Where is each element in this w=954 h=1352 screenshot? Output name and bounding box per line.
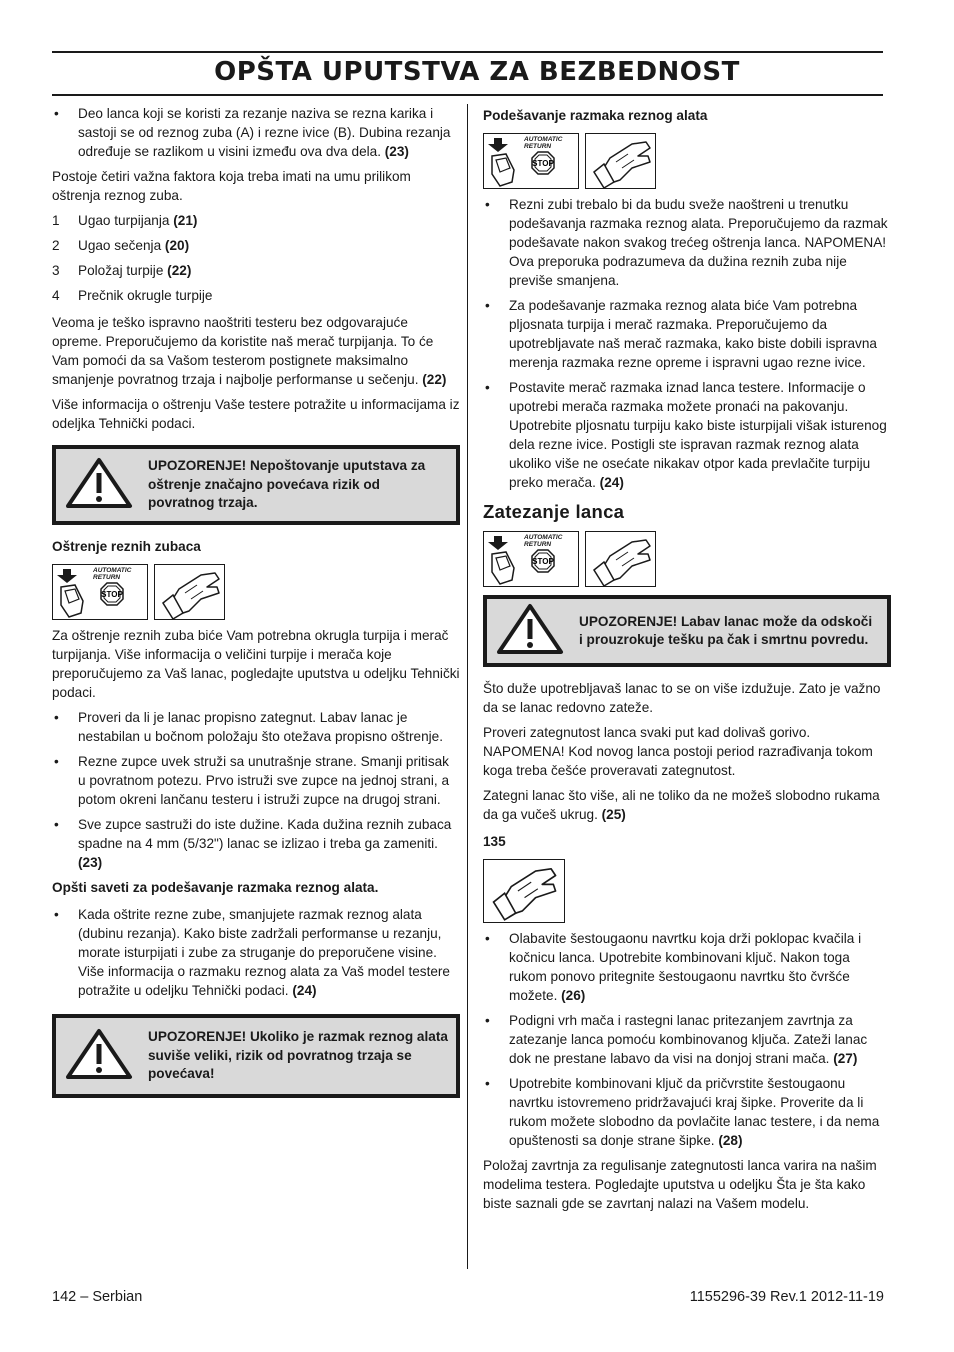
list-item xyxy=(52,815,460,872)
icon-text: RETURN xyxy=(524,541,552,548)
automatic-return-icon xyxy=(483,133,579,189)
icon-text: RETURN xyxy=(524,143,552,150)
bullet-list xyxy=(52,708,460,872)
figure-ref: (21) xyxy=(173,213,198,228)
paragraph xyxy=(483,786,891,824)
list-item xyxy=(483,929,891,1005)
item-number: 2 xyxy=(52,238,60,253)
paragraph: Položaj zavrtnja za regulisanje zategnutosti lanca varira na našim modelima testera. Pogledajte uputstva u odeljku Šta je šta kako biste saznali gde se zavrtanj nalazi na Vašem modelu. xyxy=(483,1158,877,1211)
item-text: Prečnik okrugle turpije xyxy=(78,288,213,303)
item-text: Olabavite šestougaonu navrtku koja drži poklopac kvačila i kočnicu lanca. Upotrebite kombinovani ključ. Nakon toga rukom ponovo pritegnite šestougaonu navrtku što čvršće možete. xyxy=(509,931,862,1003)
warning-text: UPOZORENJE! Ukoliko je razmak reznog alata suviše veliki, rizik od povratnog trzaja se povećava! xyxy=(148,1029,448,1082)
item-number: 1 xyxy=(52,213,60,228)
protective-glove-icon xyxy=(585,133,656,189)
warning-text: UPOZORENJE! Labav lanac može da odskoči i prouzrokuje tešku pa čak i smrtnu povredu. xyxy=(579,613,873,647)
left-column xyxy=(52,104,460,1110)
figure-ref: (22) xyxy=(167,263,192,278)
stop-label: STOP xyxy=(532,159,554,168)
figure-ref: (24) xyxy=(292,983,317,998)
symbol-row xyxy=(483,531,891,587)
figure-ref: (23) xyxy=(78,855,103,870)
icon-text: RETURN xyxy=(93,574,121,581)
item-text: Upotrebite kombinovani ključ da pričvrstite šestougaonu navrtku istovremeno pridržavajući kraj šipke. Proverite da li rukom možete slobodno da povlačite lanac testere, i da nema opuštenosti sa donje strane šipke. xyxy=(509,1076,880,1148)
protective-glove-icon xyxy=(585,531,656,587)
item-text: Sve zupce sastruži do iste dužine. Kada dužina reznih zubaca spadne na 4 mm (5/32") lanac se izlizao i treba ga zameniti. xyxy=(78,817,452,851)
factor-list xyxy=(52,211,460,305)
list-item xyxy=(483,1011,891,1068)
bullet-list xyxy=(483,195,891,492)
page-title: OPŠTA UPUTSTVA ZA BEZBEDNOST xyxy=(214,57,740,87)
header-rule-bottom xyxy=(52,94,883,96)
protective-glove-icon xyxy=(154,564,225,620)
icon-text: AUTOMATIC xyxy=(93,567,132,574)
warning-box xyxy=(483,595,891,667)
subheading: Oštrenje reznih zubaca xyxy=(52,539,201,554)
automatic-return-icon xyxy=(483,531,579,587)
warning-triangle-icon xyxy=(64,456,134,515)
bullet-list xyxy=(483,929,891,1150)
item-text: Položaj turpije xyxy=(78,263,164,278)
list-item xyxy=(52,752,460,809)
figure-ref: (24) xyxy=(599,475,624,490)
paragraph: Postoje četiri važna faktora koja treba imati na umu prilikom oštrenja reznog zuba. xyxy=(52,169,411,203)
icon-text: AUTOMATIC xyxy=(524,534,563,541)
item-text: Rezni zubi trebalo bi da budu sveže naoštreni u trenutku podešavanja razmaka reznog alata. Preporučujemo da razmak podešavate nakon svakog trećeg oštrenja lanca. NAPOMENA! Ova preporuka podrazumeva da dužina reznih zuba nije previše smanjena. xyxy=(509,197,888,288)
stop-label: STOP xyxy=(532,557,554,566)
header-rule-top xyxy=(52,51,883,53)
item-text: Rezne zupce uvek struži sa unutrašnje strane. Smanji pritisak u povratnom potezu. Prvo istruži sve zupce na jednoj strani, a potom okreni lančanu testeru i istruži zupce na drugoj strani. xyxy=(78,754,450,807)
section-heading: Zatezanje lanca xyxy=(483,501,625,522)
paragraph: Proveri zategnutost lanca svaki put kad dolivaš gorivo. NAPOMENA! Kod novog lanca postoji period razrađivanja tokom koga treba češće proveravati zategnutost. xyxy=(483,725,873,778)
figure-ref: (25) xyxy=(601,807,626,822)
item-text: Proveri da li je lanac propisno zategnut. Labav lanac je nestabilan u bočnom položaju što otežava propisno oštrenje. xyxy=(78,710,444,744)
paragraph xyxy=(52,313,460,389)
figure-ref: (23) xyxy=(384,144,409,159)
right-column xyxy=(483,104,891,1219)
automatic-return-icon xyxy=(52,564,148,620)
subheading: Opšti saveti za podešavanje razmaka reznog alata. xyxy=(52,880,379,895)
warning-box xyxy=(52,1014,460,1098)
item-text: Podigni vrh mača i rastegni lanac pritezanjem zavrtnja za zatezanje lanca pomoću kombinovanog ključa. Zateži lanac dok ne prestane labavo da visi na donjoj strani mača. xyxy=(509,1013,868,1066)
paragraph: Više informacija o oštrenju Vaše testere potražite u informacijama iz odeljka Tehnički podaci. xyxy=(52,397,460,431)
symbol-row xyxy=(483,859,891,923)
figure-ref: (20) xyxy=(164,238,190,253)
figure-ref: (26) xyxy=(561,988,586,1003)
model-label: 135 xyxy=(483,834,506,849)
item-number: 4 xyxy=(52,288,60,303)
list-item xyxy=(483,1074,891,1150)
protective-glove-icon xyxy=(483,859,565,923)
footer-doc-id: 1155296-39 Rev.1 2012-11-19 xyxy=(689,1289,884,1305)
symbol-row xyxy=(483,133,891,189)
symbol-row xyxy=(52,564,460,620)
automatic-return-label xyxy=(524,136,562,150)
stop-label: STOP xyxy=(101,590,123,599)
column-divider xyxy=(467,104,468,1269)
warning-triangle-icon xyxy=(64,1027,134,1086)
factor-item xyxy=(52,211,460,230)
factor-item xyxy=(52,236,460,255)
paragraph-text: Veoma je teško ispravno naoštriti testeru bez odgovarajuće opreme. Preporučujemo da koristite naš merač turpijanja. To će Vam pomoći da sa Vašom testerom postignete maksimalno smanjenje povratnog trzaja i najbolje performanse u sečenju. xyxy=(52,315,434,387)
item-number: 3 xyxy=(52,263,60,278)
footer-page-number: 142 – Serbian xyxy=(52,1289,143,1305)
icon-text: AUTOMATIC xyxy=(524,136,563,143)
paragraph-text: Zategni lanac što više, ali ne toliko da ne možeš slobodno rukama da ga vučeš ukrug. xyxy=(483,788,880,822)
item-text: Postavite merač razmaka iznad lanca testere. Informacije o upotrebi merača razmaka možete pronaći na pakovanju. Upotrebite pljosnatu turpiju kako biste isturpijali višak isturenog dela rezne ivice. Postigli ste ispravan razmak reznog alata ukoliko više ne osećate nikakav otpor kada prevlačite turpiju preko merača. xyxy=(509,380,887,490)
list-item xyxy=(52,104,460,161)
paragraph: Što duže upotrebljavaš lanac to se on više izdužuje. Zato je važno da se lanac redovno zateže. xyxy=(483,681,881,715)
figure-ref: (28) xyxy=(718,1133,743,1148)
bullet-text: Kada oštrite rezne zube, smanjujete razmak reznog alata (dubinu rezanja). Kako biste zadržali performanse u rezanju, morate isturpijati i zube za struganje do preporučene visine. Više informacija o razmaku reznog alata za Vaš model testere potražite u odeljku Tehnički podaci. xyxy=(78,907,450,998)
warning-triangle-icon xyxy=(495,602,565,661)
warning-text: UPOZORENJE! Nepoštovanje uputstava za oštrenje značajno povećava rizik od povratnog trzaja. xyxy=(148,458,426,511)
subheading: Podešavanje razmaka reznog alata xyxy=(483,108,708,123)
warning-box xyxy=(52,445,460,525)
item-text: Ugao turpijanja xyxy=(78,213,170,228)
automatic-return-label xyxy=(93,567,131,581)
list-item xyxy=(52,708,460,746)
item-text: Za podešavanje razmaka reznog alata biće Vam potrebna pljosnata turpija i merač razmaka. Preporučujemo da upotrebljavate naš merač razmaka, kako biste dobili ispravna merenja razmaka rezne opreme i ispravni ugao rezne ivice. xyxy=(509,298,877,370)
automatic-return-label xyxy=(524,534,562,548)
item-text: Ugao sečenja xyxy=(78,238,162,253)
figure-ref: (27) xyxy=(833,1051,858,1066)
factor-item xyxy=(52,286,460,305)
list-item xyxy=(483,296,891,372)
list-item xyxy=(483,378,891,492)
list-item xyxy=(483,195,891,290)
figure-ref: (22) xyxy=(422,372,447,387)
paragraph: Za oštrenje reznih zuba biće Vam potrebna okrugla turpija i merač turpijanja. Više informacija o veličini turpije i merača koje preporučujemo za Vaš lanac, pogledajte uputstva u odeljku Tehnički podaci. xyxy=(52,628,460,700)
bullet-text: Deo lanca koji se koristi za rezanje naziva se rezna karika i sastoji se od reznog zuba (A) i rezne ivice (B). Dubina rezanja određuje se razlikom u visini između ova dva dela. xyxy=(78,106,451,159)
list-item xyxy=(52,905,460,1000)
factor-item xyxy=(52,261,460,280)
